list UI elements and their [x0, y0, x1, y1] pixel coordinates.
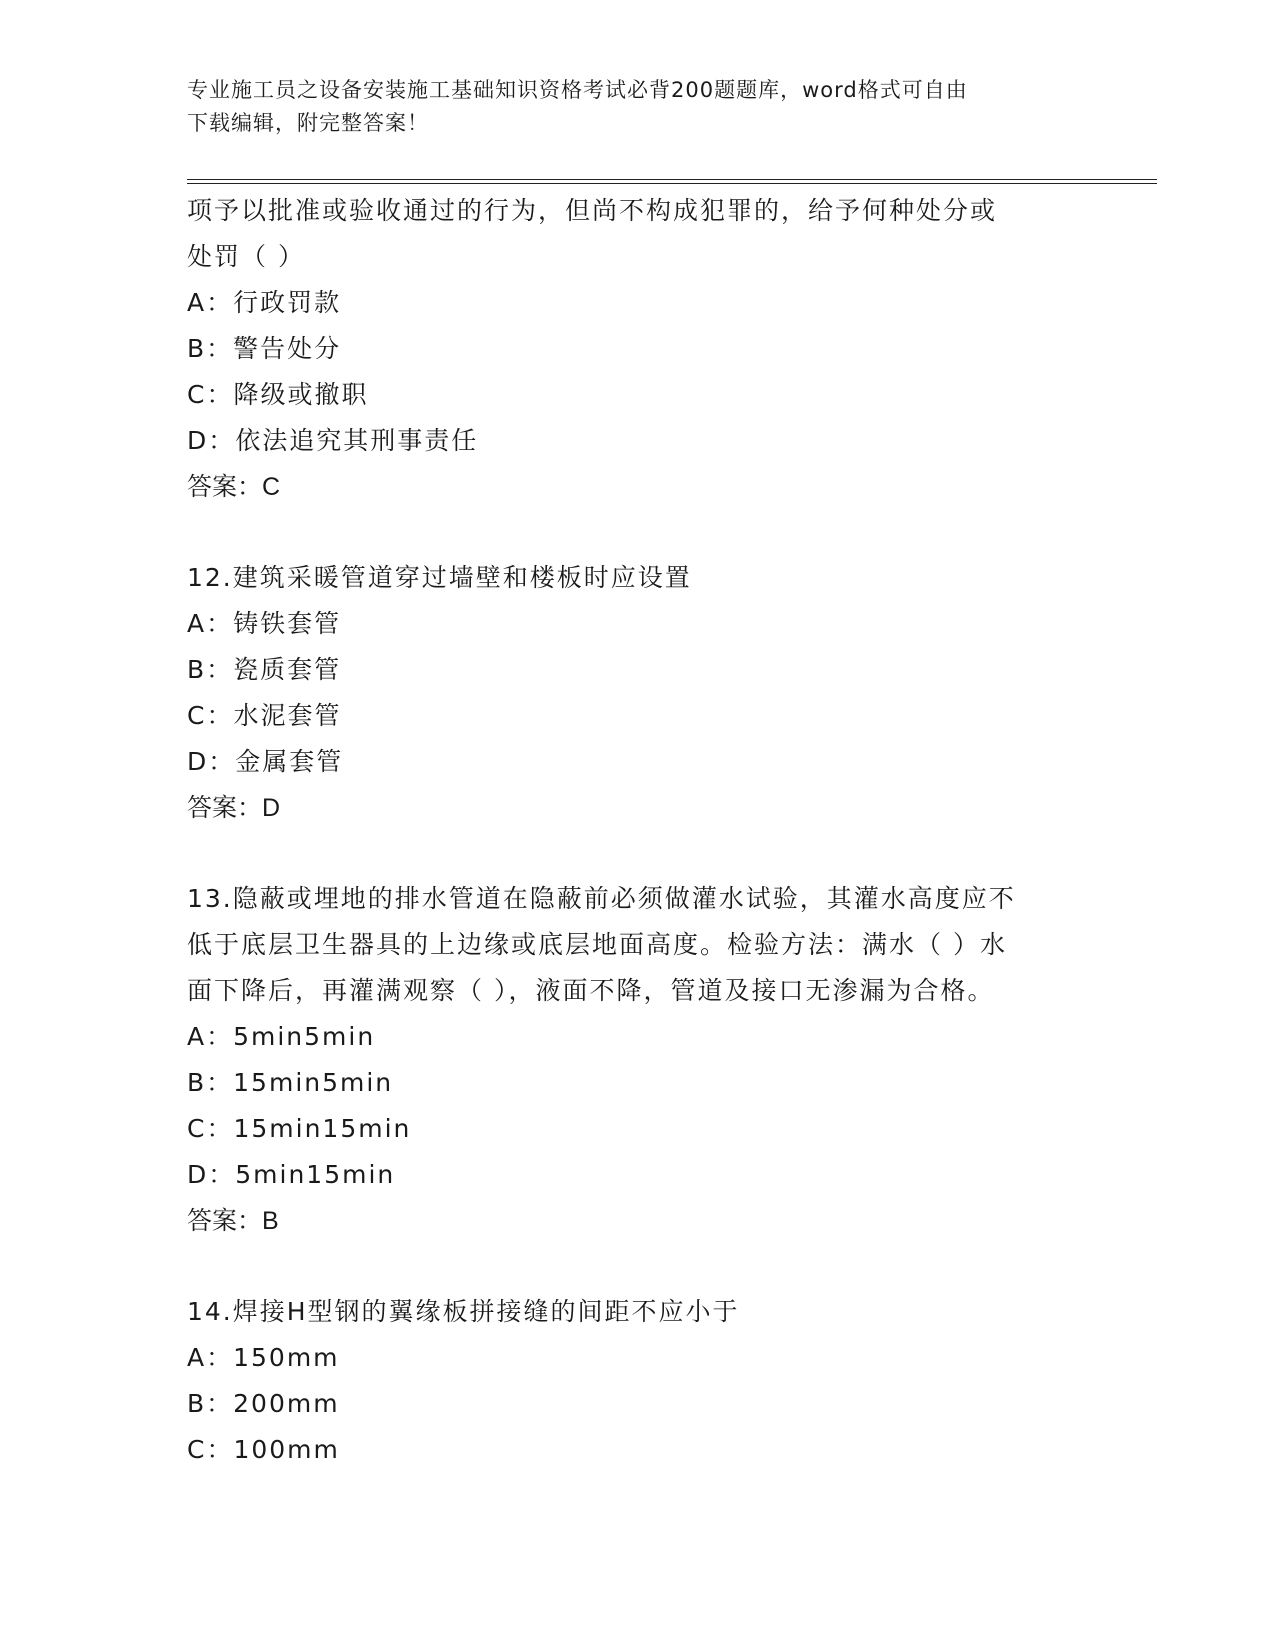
- option-b: B：警告处分: [187, 334, 342, 363]
- header-line-1: 专业施工员之设备安装施工基础知识资格考试必背200题题库，word格式可自由: [187, 78, 968, 102]
- question-spacer: [187, 1244, 1087, 1289]
- option-a: A：150mm: [187, 1343, 340, 1372]
- question-spacer: [187, 510, 1087, 555]
- option-d: D：金属套管: [187, 747, 344, 776]
- question-stem: 项予以批准或验收通过的行为，但尚不构成犯罪的，给予何种处分或: [187, 196, 998, 225]
- option-b: B：15min5min: [187, 1068, 394, 1097]
- header-divider-top: [187, 179, 1157, 180]
- question-14: [187, 1289, 1087, 1473]
- option-d: D：5min15min: [187, 1160, 396, 1189]
- question-stem: 面下降后，再灌满观察（ ），液面不降，管道及接口无渗漏为合格。: [187, 976, 995, 1005]
- option-d: D：依法追究其刑事责任: [187, 426, 479, 455]
- question-stem: 低于底层卫生器具的上边缘或底层地面高度。检验方法：满水（ ）水: [187, 930, 1007, 959]
- question-stem: 14.焊接H型钢的翼缘板拼接缝的间距不应小于: [187, 1297, 740, 1326]
- question-13: [187, 876, 1087, 1244]
- answer-line: 答案：C: [187, 473, 281, 501]
- document-header: [187, 74, 1087, 140]
- option-b: B：瓷质套管: [187, 655, 342, 684]
- question-11: [187, 188, 1087, 510]
- question-stem: 处罚（ ）: [187, 242, 305, 271]
- question-12: [187, 555, 1087, 831]
- header-line-2: 下载编辑，附完整答案！: [187, 111, 429, 135]
- header-divider-bottom: [187, 183, 1157, 184]
- option-a: A：行政罚款: [187, 288, 342, 317]
- option-c: C：100mm: [187, 1435, 340, 1464]
- option-b: B：200mm: [187, 1389, 340, 1418]
- answer-line: 答案：B: [187, 1207, 279, 1235]
- question-list: [187, 188, 1087, 1473]
- option-a: A：5min5min: [187, 1022, 376, 1051]
- option-c: C：降级或撤职: [187, 380, 369, 409]
- option-c: C：15min15min: [187, 1114, 412, 1143]
- question-stem: 13.隐蔽或埋地的排水管道在隐蔽前必须做灌水试验，其灌水高度应不: [187, 884, 1016, 913]
- option-a: A：铸铁套管: [187, 609, 342, 638]
- answer-line: 答案：D: [187, 794, 281, 822]
- question-spacer: [187, 831, 1087, 876]
- option-c: C：水泥套管: [187, 701, 342, 730]
- question-stem: 12.建筑采暖管道穿过墙壁和楼板时应设置: [187, 563, 692, 592]
